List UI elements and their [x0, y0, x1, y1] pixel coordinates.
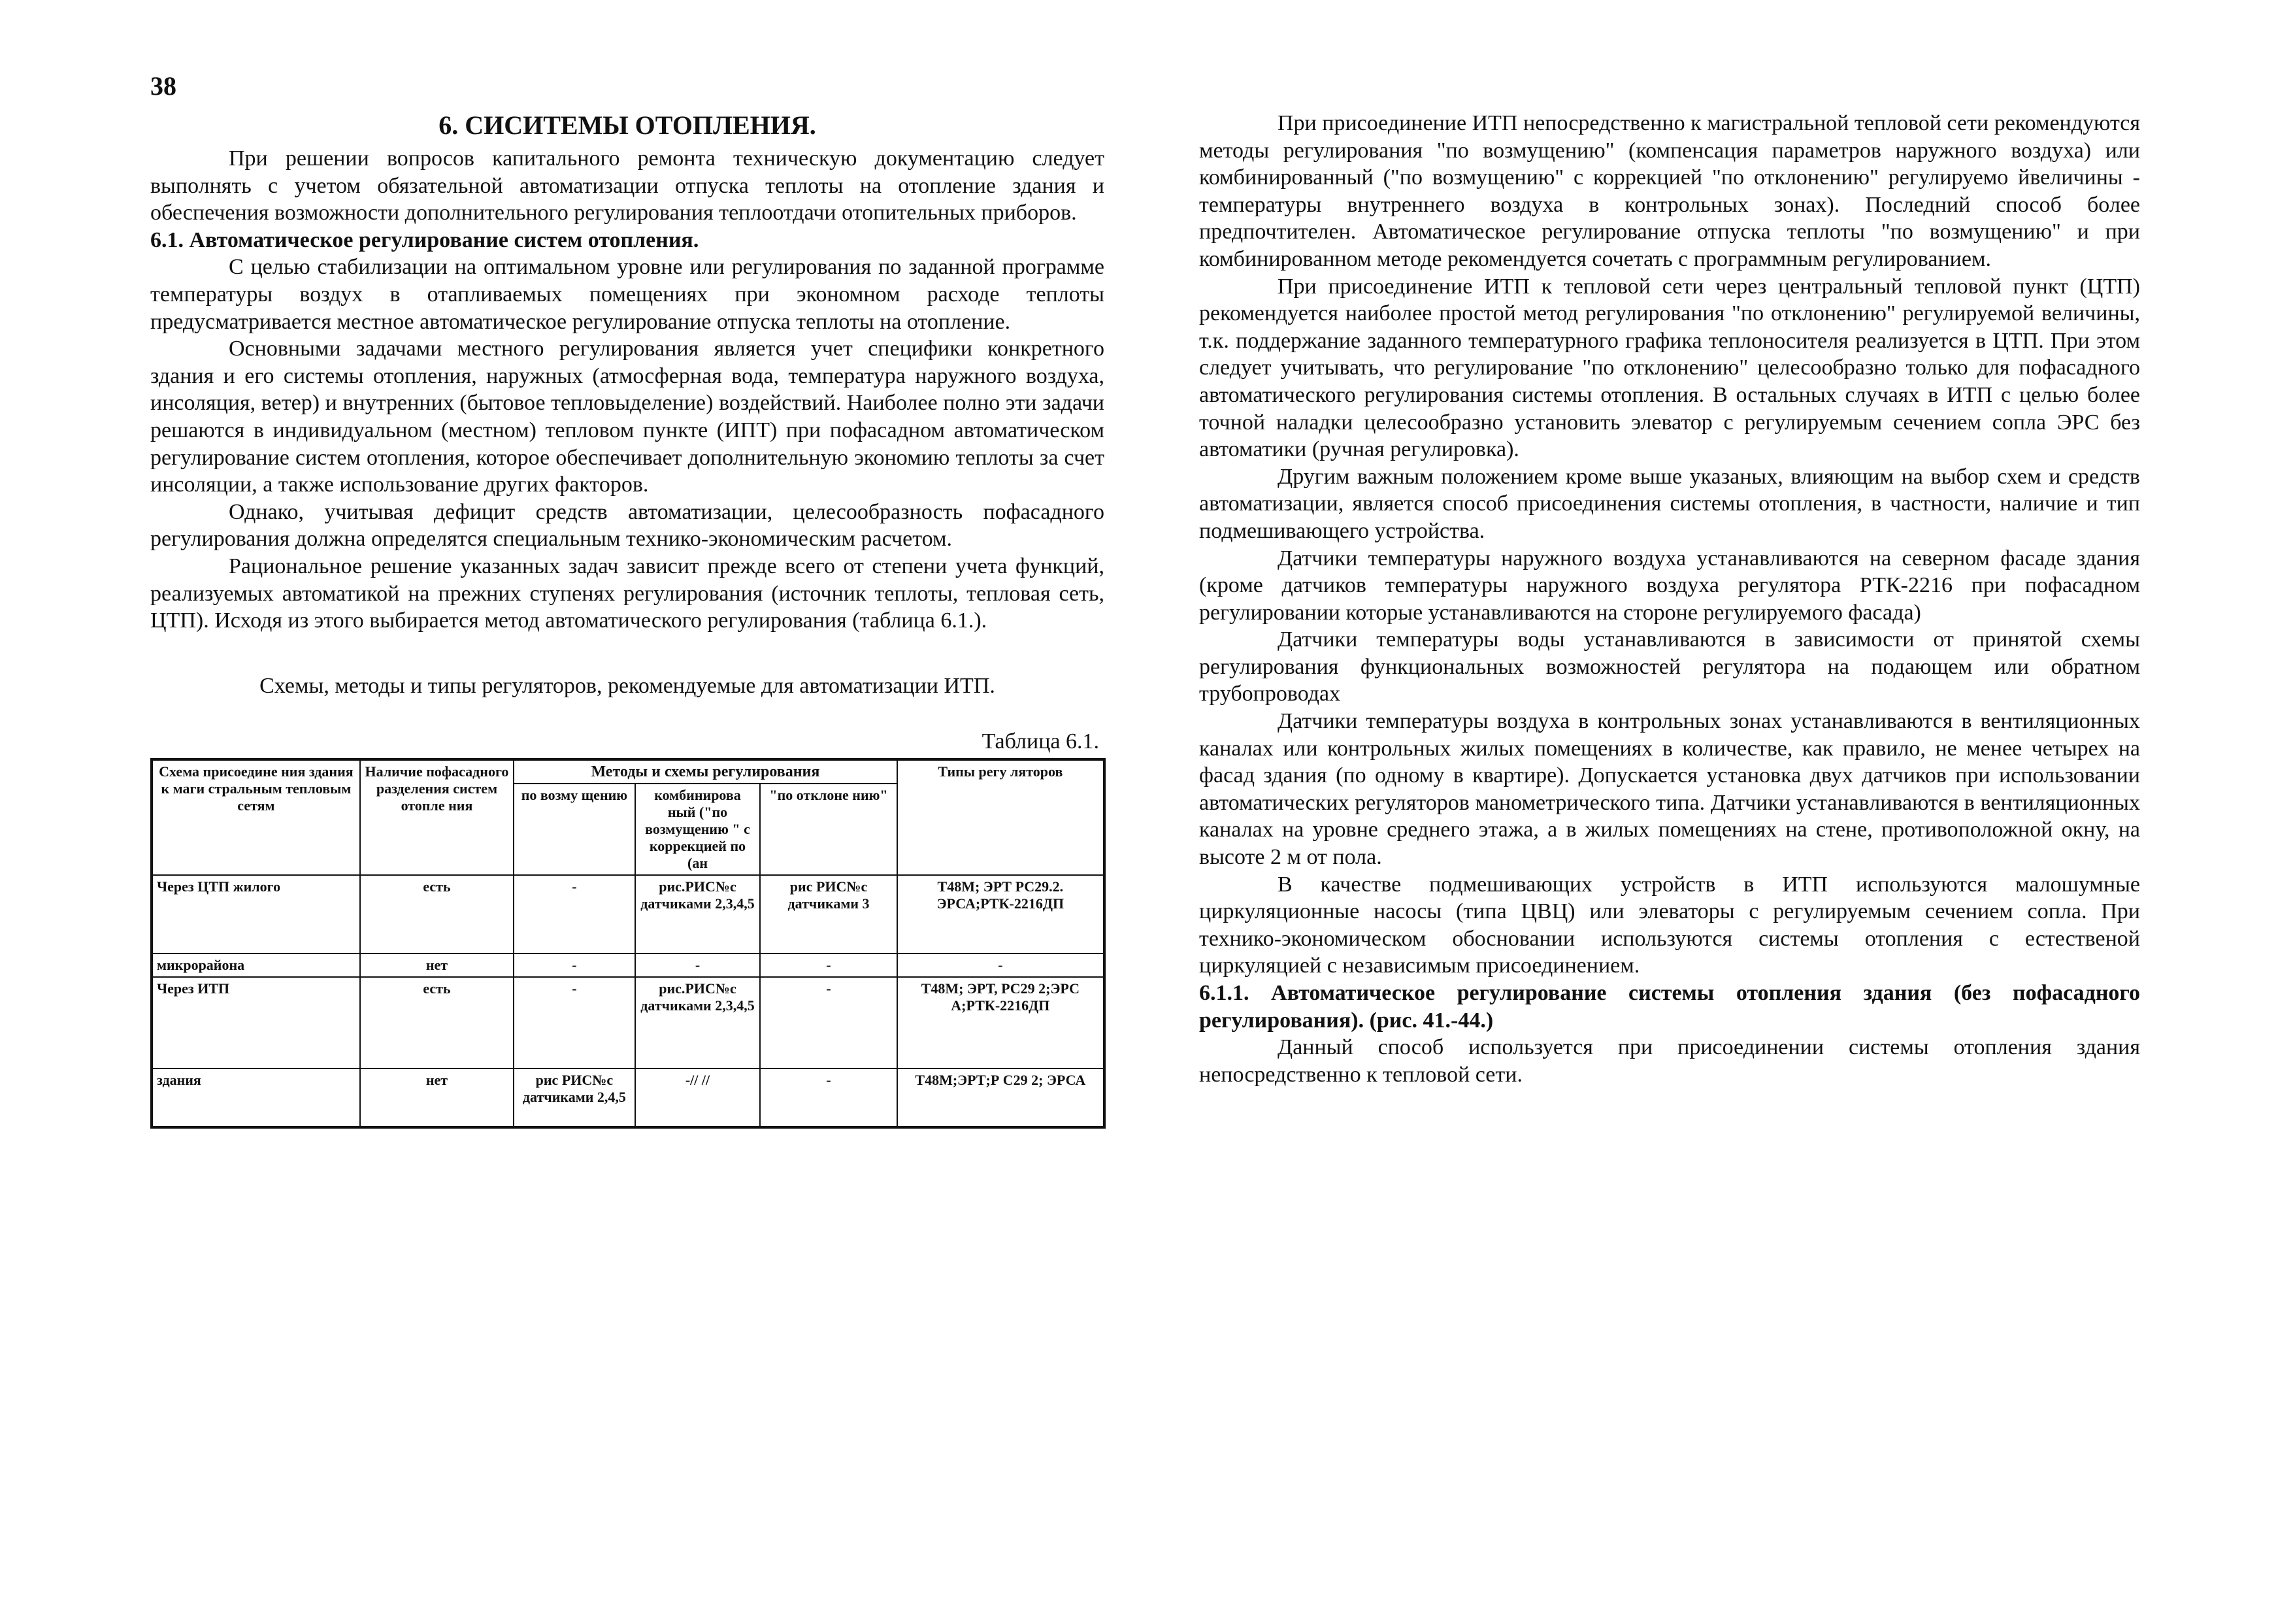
subsection-heading: 6.1. Автоматическое регулирование систем отопления.	[150, 227, 699, 252]
cell-facade: нет	[360, 1069, 514, 1127]
paragraph: При присоединение ИТП к тепловой сети через центральный тепловой пункт (ЦТП) рекомендуется наиболее простой метод регулирования "по отклонению" регулируемой величины, т.к. поддержание заданного температурного графика теплоносителя реализуется в ЦТП. При этом следует учитывать, что регулирование "по отклонению" целесообразно только для пофасадного автоматического регулирования системы отопления. В остальных случаях в ИТП с целью более точной наладки целесообразно установить элеватор с регулируемым сечением сопла ЭРС без автоматики (ручная регулировка).	[1199, 274, 2140, 462]
header-scheme: Схема присоедине ния здания к маги стральным тепловым сетям	[152, 759, 360, 875]
header-method-disturbance: по возму щению	[514, 784, 635, 875]
table-label: Таблица 6.1.	[982, 729, 1099, 754]
cell-scheme: Через ИТП	[152, 977, 360, 1069]
table-row	[152, 953, 1104, 977]
page-number: 38	[150, 71, 176, 101]
cell-scheme: микрорайона	[152, 953, 360, 977]
cell-types: Т48М;ЭРТ;Р С29 2; ЭРСА	[897, 1069, 1104, 1127]
regulators-table	[150, 758, 1106, 1129]
cell-m3: -	[760, 1069, 897, 1127]
table-row	[152, 1069, 1104, 1127]
paragraph: Датчики температуры наружного воздуха устанавливаются на северном фасаде здания (кроме датчиков температуры наружного воздуха регулятора РТК-2216 при пофасадном регулировании которые устанавливаются на стороне регулируемого фасада)	[1199, 546, 2140, 625]
header-methods: Методы и схемы регулирования	[514, 759, 897, 784]
paragraph: Однако, учитывая дефицит средств автоматизации, целесообразность пофасадного регулирования должна определятся специальным технико-экономическим расчетом.	[150, 499, 1104, 552]
cell-m1: -	[514, 977, 635, 1069]
cell-scheme: Через ЦТП жилого	[152, 875, 360, 953]
paragraph: Датчики температуры воздуха в контрольных зонах устанавливаются в вентиляционных каналах или контрольных жилых помещениях в количестве, как правило, не менее четырех на фасад здания (по одному в квартире). Допускается установка двух датчиков при использовании автоматических регуляторов манометрического типа. Датчики устанавливаются в вентиляционных каналах на уровне среднего этажа, а в жилых помещениях на стене, противоположной окну, на высоте 2 м от пола.	[1199, 709, 2140, 870]
cell-m3: -	[760, 977, 897, 1069]
subsection-heading: 6.1.1. Автоматическое регулирование системы отопления здания (без пофасадного регулирования). (рис. 41.-44.)	[1199, 981, 2140, 1033]
paragraph: Рациональное решение указанных задач зависит прежде всего от степени учета функций, реализуемых автоматикой на прежних ступенях регулирования (источник теплоты, тепловая сеть, ЦТП). Исходя из этого выбирается метод автоматического регулирования (таблица 6.1.).	[150, 554, 1104, 633]
paragraph: В качестве подмешивающих устройств в ИТП используются малошумные циркуляционные насосы (типа ЦВЦ) или элеваторы с регулируемым сечением сопла. При технико-экономическом обосновании используются системы отопления с естественой циркуляцией с независимым присоединением.	[1199, 872, 2140, 978]
cell-facade: нет	[360, 953, 514, 977]
cell-m2: -// //	[635, 1069, 761, 1127]
table-caption: Схемы, методы и типы регуляторов, рекомендуемые для автоматизации ИТП.	[259, 673, 995, 698]
right-column	[1199, 110, 2140, 1088]
header-types: Типы регу ляторов	[897, 759, 1104, 875]
left-column	[150, 110, 1104, 1129]
cell-m1: -	[514, 953, 635, 977]
cell-m3: -	[760, 953, 897, 977]
paragraph: Другим важным положением кроме выше указаных, влияющим на выбор схем и средств автоматизации, является способ присоединения системы отопления, в частности, наличие и тип подмешивающего устройства.	[1199, 464, 2140, 543]
table-row	[152, 977, 1104, 1069]
cell-facade: есть	[360, 977, 514, 1069]
left-page	[150, 0, 1104, 1624]
cell-scheme: здания	[152, 1069, 360, 1127]
header-facade: Наличие пофасадного разделения систем отопле ния	[360, 759, 514, 875]
cell-m3: рис РИС№с датчиками 3	[760, 875, 897, 953]
cell-m2: рис.РИС№с датчиками 2,3,4,5	[635, 875, 761, 953]
paragraph: При решении вопросов капитального ремонта техническую документацию следует выполнять с учетом обязательной автоматизации отпуска теплоты на отопление здания и обеспечения возможности дополнительного регулирования теплоотдачи отопительных приборов.	[150, 146, 1104, 225]
paragraph: С целью стабилизации на оптимальном уровне или регулирования по заданной программе температуры воздух в отапливаемых помещениях при экономном расходе теплоты предусматривается местное автоматическое регулирование отпуска теплоты на отопление.	[150, 255, 1104, 334]
cell-m2: рис.РИС№с датчиками 2,3,4,5	[635, 977, 761, 1069]
paragraph: Датчики температуры воды устанавливаются в зависимости от принятой схемы регулирования функциональных возможностей регулятора на подающем или обратном трубопроводах	[1199, 627, 2140, 706]
paragraph: При присоединение ИТП непосредственно к магистральной тепловой сети рекомендуются методы регулирования "по возмущению" (компенсация параметров наружного воздуха) или комбинированный ("по возмущению" с коррекцией "по отклонению" регулируемо йвеличины - температуры внутреннего воздуха в контрольных зонах). Последний способ более предпочтителен. Автоматическое регулирование отпуска теплоты "по возмущению" и при комбинированном методе рекомендуется сочетать с программным регулированием.	[1199, 111, 2140, 271]
cell-types: -	[897, 953, 1104, 977]
header-method-deviation: "по отклоне нию"	[760, 784, 897, 875]
paragraph: Данный способ используется при присоединении системы отопления здания непосредственно к тепловой сети.	[1199, 1035, 2140, 1087]
paragraph: Основными задачами местного регулирования является учет специфики конкретного здания и его системы отопления, наружных (атмосферная вода, температура наружного воздуха, инсоляция, ветер) и внутренних (бытовое тепловыделение) воздействий. Наиболее полно эти задачи решаются в индивидуальном (местном) тепловом пункте (ИПТ) при пофасадном автоматическом регулирование систем отопления, которое обеспечивает дополнительную экономию теплоты за счет инсоляции, а также использование других факторов.	[150, 337, 1104, 497]
cell-m2: -	[635, 953, 761, 977]
cell-types: Т48М; ЭРТ РС29.2. ЭРСА;РТК-2216ДП	[897, 875, 1104, 953]
cell-types: Т48М; ЭРТ, РС29 2;ЭРС А;РТК-2216ДП	[897, 977, 1104, 1069]
cell-m1: -	[514, 875, 635, 953]
cell-m1: рис РИС№с датчиками 2,4,5	[514, 1069, 635, 1127]
right-page	[1199, 0, 2140, 1624]
table-row	[152, 875, 1104, 953]
cell-facade: есть	[360, 875, 514, 953]
section-heading: 6. СИСИТЕМЫ ОТОПЛЕНИЯ.	[438, 110, 816, 140]
header-method-combined: комбинирова ный ("по возмущению " с коррекцией по (ан	[635, 784, 761, 875]
